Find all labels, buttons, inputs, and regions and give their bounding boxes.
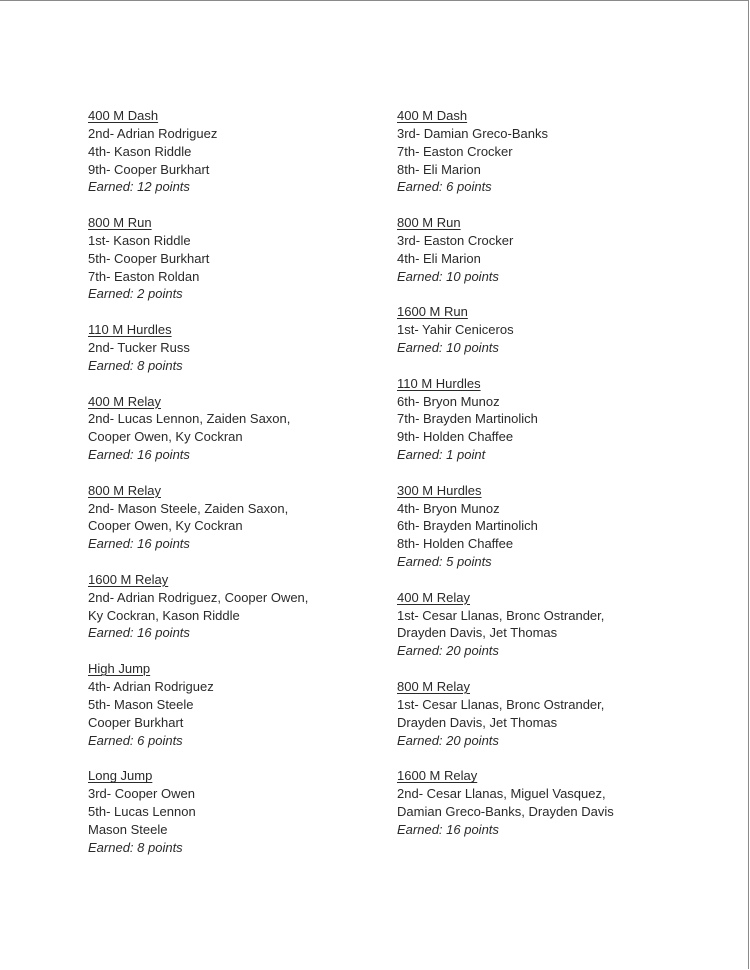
event-title: 800 M Relay	[88, 482, 161, 498]
result-line: 2nd- Mason Steele, Zaiden Saxon,	[88, 500, 289, 516]
event-block	[397, 375, 697, 464]
left-results-column	[88, 107, 388, 874]
result-line: 9th- Cooper Burkhart	[88, 161, 210, 177]
points-earned: Earned: 8 points	[88, 357, 183, 373]
points-earned: Earned: 10 points	[397, 268, 499, 284]
points-earned: Earned: 5 points	[397, 554, 492, 570]
result-line: 6th- Bryon Munoz	[397, 393, 500, 409]
points-earned: Earned: 10 points	[397, 339, 499, 355]
event-block	[397, 767, 697, 838]
result-line: 1st- Kason Riddle	[88, 232, 191, 248]
result-line: 4th- Kason Riddle	[88, 143, 192, 159]
result-line: 2nd- Adrian Rodriguez, Cooper Owen,	[88, 589, 309, 605]
event-title: High Jump	[88, 661, 151, 677]
points-earned: Earned: 20 points	[397, 643, 499, 659]
event-block	[88, 660, 388, 749]
result-line: 6th- Brayden Martinolich	[397, 518, 538, 534]
result-line: 1st- Cesar Llanas, Bronc Ostrander,	[397, 696, 605, 712]
points-earned: Earned: 16 points	[88, 447, 190, 463]
result-line: 2nd- Adrian Rodriguez	[88, 125, 218, 141]
event-title: 110 M Hurdles	[397, 375, 481, 391]
event-title: 400 M Dash	[397, 108, 468, 123]
points-earned: Earned: 16 points	[88, 536, 190, 552]
event-title: 1600 M Relay	[397, 768, 478, 784]
result-line: 9th- Holden Chaffee	[397, 429, 514, 445]
result-line: 4th- Eli Marion	[397, 250, 481, 266]
result-line: 1st- Yahir Ceniceros	[397, 322, 514, 338]
event-title: 1600 M Relay	[88, 571, 169, 587]
event-block	[88, 107, 388, 196]
result-line: 3rd- Cooper Owen	[88, 786, 195, 802]
result-line: 5th- Mason Steele	[88, 696, 194, 712]
result-line: Drayden Davis, Jet Thomas	[397, 625, 558, 641]
event-block	[88, 393, 388, 464]
points-earned: Earned: 20 points	[397, 732, 499, 748]
event-title: 400 M Relay	[397, 589, 470, 605]
event-block	[397, 214, 697, 285]
event-title: 800 M Run	[397, 215, 461, 231]
result-line: Cooper Owen, Ky Cockran	[88, 429, 243, 445]
points-earned: Earned: 6 points	[88, 732, 183, 748]
result-line: 2nd- Lucas Lennon, Zaiden Saxon,	[88, 411, 291, 427]
result-line: 2nd- Cesar Llanas, Miguel Vasquez,	[397, 786, 606, 802]
result-line: Drayden Davis, Jet Thomas	[397, 714, 558, 730]
points-earned: Earned: 12 points	[88, 179, 190, 195]
result-line: 4th- Bryon Munoz	[397, 500, 500, 516]
event-block	[88, 767, 388, 856]
points-earned: Earned: 6 points	[397, 179, 492, 195]
event-block	[88, 321, 388, 375]
points-earned: Earned: 2 points	[88, 286, 183, 302]
result-line: 1st- Cesar Llanas, Bronc Ostrander,	[397, 607, 605, 623]
event-title: 400 M Relay	[88, 393, 161, 409]
result-line: Cooper Burkhart	[88, 714, 184, 730]
points-earned: Earned: 16 points	[397, 821, 499, 837]
event-block	[397, 303, 697, 357]
points-earned: Earned: 1 point	[397, 447, 486, 463]
points-earned: Earned: 16 points	[88, 625, 190, 641]
result-line: 7th- Easton Roldan	[88, 268, 200, 284]
right-results-column	[397, 107, 697, 856]
points-earned: Earned: 8 points	[88, 839, 183, 855]
event-block	[397, 107, 697, 196]
result-line: 5th- Lucas Lennon	[88, 803, 196, 819]
event-title: Long Jump	[88, 768, 153, 784]
event-title: 300 M Hurdles	[397, 482, 482, 498]
result-line: 3rd- Damian Greco-Banks	[397, 125, 548, 141]
result-line: Damian Greco-Banks, Drayden Davis	[397, 803, 614, 819]
event-block	[397, 589, 697, 660]
event-title: 400 M Dash	[88, 108, 159, 123]
result-line: 3rd- Easton Crocker	[397, 232, 514, 248]
result-line: 4th- Adrian Rodriguez	[88, 679, 214, 694]
result-line: 7th- Brayden Martinolich	[397, 411, 538, 427]
result-line: 7th- Easton Crocker	[397, 143, 513, 159]
result-line: Cooper Owen, Ky Cockran	[88, 518, 243, 534]
event-title: 800 M Run	[88, 215, 152, 231]
event-title: 1600 M Run	[397, 304, 468, 320]
event-block	[88, 482, 388, 553]
event-title: 110 M Hurdles	[88, 322, 172, 338]
event-block	[397, 678, 697, 749]
event-title: 800 M Relay	[397, 679, 470, 694]
result-line: 8th- Holden Chaffee	[397, 536, 514, 552]
event-block	[88, 214, 388, 303]
result-line: Ky Cockran, Kason Riddle	[88, 607, 240, 623]
result-line: 2nd- Tucker Russ	[88, 339, 190, 355]
event-block	[397, 482, 697, 571]
result-line: 8th- Eli Marion	[397, 161, 481, 177]
result-line: 5th- Cooper Burkhart	[88, 250, 210, 266]
result-line: Mason Steele	[88, 821, 168, 837]
event-block	[88, 571, 388, 642]
